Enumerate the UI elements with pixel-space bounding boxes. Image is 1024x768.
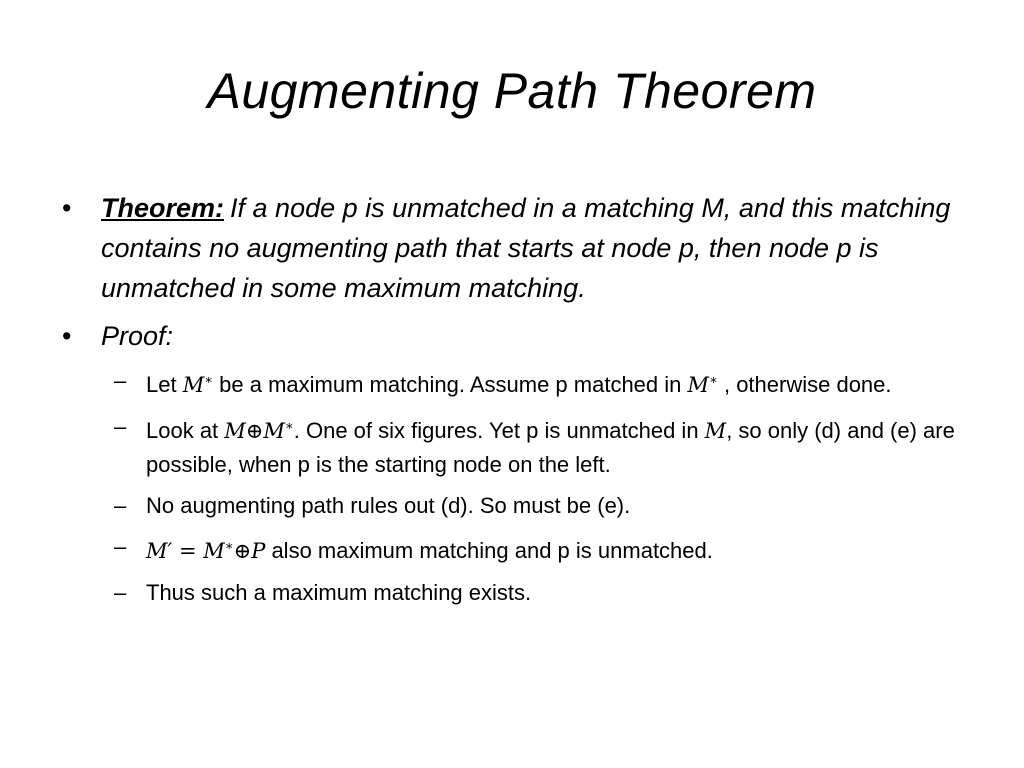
step-text: No augmenting path rules out (d). So must be (e). <box>146 493 631 518</box>
proof-step-3 <box>62 489 962 522</box>
slide-body <box>62 188 962 617</box>
dash-marker: – <box>114 580 127 605</box>
dash-marker: – <box>114 414 127 439</box>
math-symbol: M∗ <box>687 373 718 397</box>
theorem-text: If a node p is unmatched in a matching M, and this matching contains no augmenting path that starts at node p, then node p is unmatched in some maximum matching. <box>101 193 951 303</box>
step-text: be a maximum matching. Assume p matched in <box>213 372 688 397</box>
math-expression: M⊕M∗ <box>224 419 294 443</box>
step-text: , otherwise done. <box>717 372 892 397</box>
math-expression: M′ = M∗⊕P <box>146 539 266 563</box>
proof-label: Proof: <box>101 321 174 351</box>
proof-step-4 <box>62 530 962 568</box>
step-text: . One of six figures. Yet p is unmatched in <box>293 418 705 443</box>
slide-title: Augmenting Path Theorem <box>207 63 817 119</box>
math-symbol: M∗ <box>182 373 214 397</box>
step-text: Look at <box>146 418 225 443</box>
step-text: Let <box>146 372 183 397</box>
step-text: Thus such a maximum matching exists. <box>146 580 532 605</box>
theorem-bullet <box>62 188 962 308</box>
dash-marker: – <box>114 493 127 518</box>
proof-step-1 <box>62 364 962 402</box>
proof-step-2 <box>62 410 962 481</box>
proof-steps <box>62 364 962 609</box>
theorem-label: Theorem: <box>101 193 225 223</box>
dash-marker: – <box>114 534 127 559</box>
step-text: , so only (d) and (e) are possible, when p is the starting node on the left. <box>146 418 955 477</box>
bullet-marker: • <box>62 193 72 223</box>
step-text: also maximum matching and p is unmatched. <box>265 538 713 563</box>
proof-step-5 <box>62 576 962 609</box>
bullet-marker: • <box>62 321 72 351</box>
proof-bullet <box>62 316 962 356</box>
math-symbol: M <box>704 419 727 443</box>
dash-marker: – <box>114 368 127 393</box>
